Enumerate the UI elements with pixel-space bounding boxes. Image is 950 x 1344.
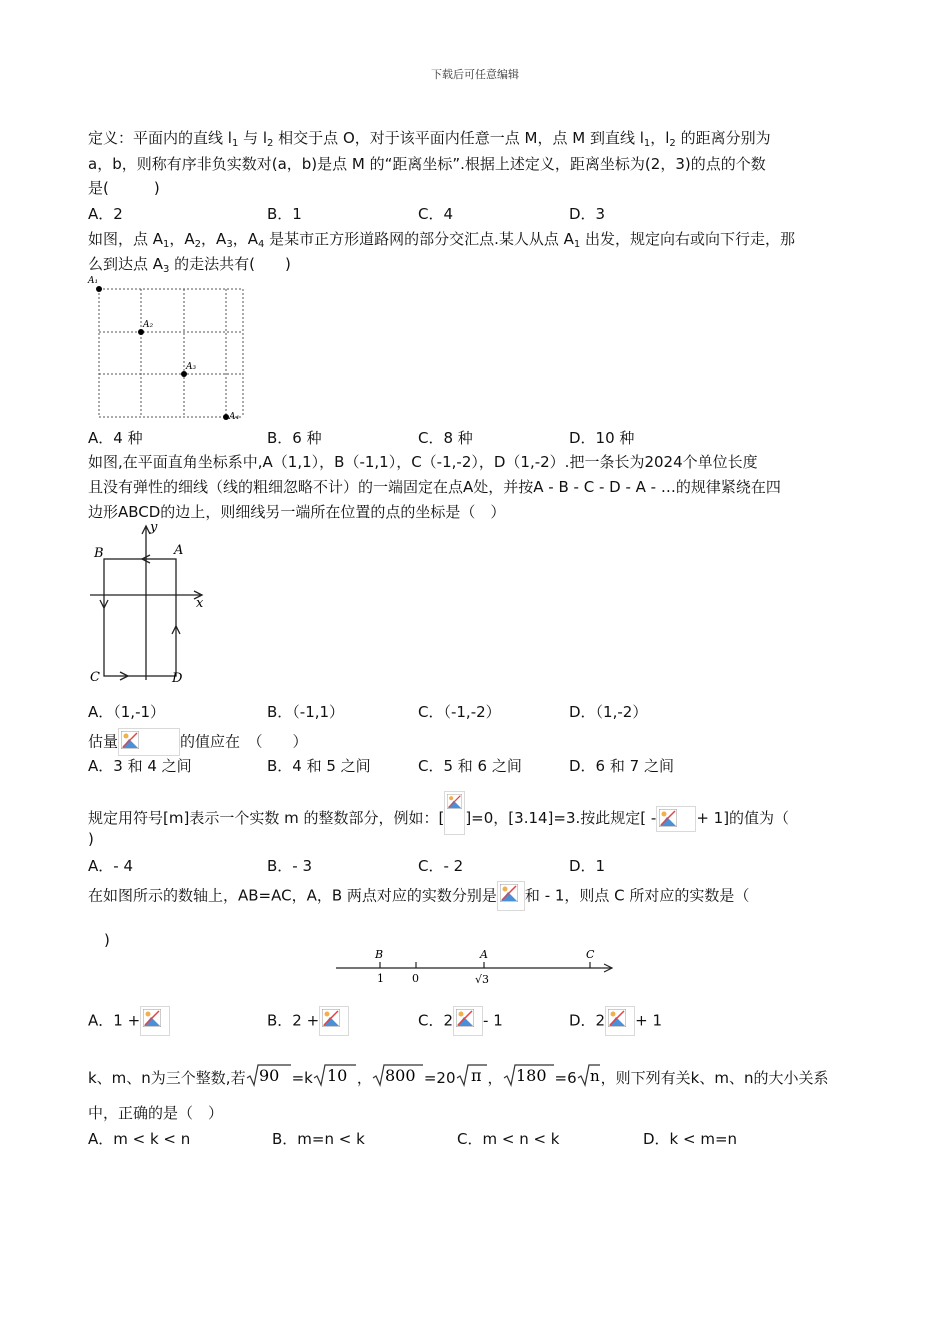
label-c: C bbox=[90, 670, 100, 685]
svg-text:n: n bbox=[589, 1067, 600, 1085]
missing-image-icon bbox=[118, 728, 180, 756]
q7-option-c: C．m < n < k bbox=[457, 1130, 560, 1148]
q4-option-d: D．6 和 7 之间 bbox=[569, 757, 674, 775]
q2-option-a: A．4 种 bbox=[88, 429, 143, 447]
page-header: 下载后可任意编辑 bbox=[431, 68, 519, 81]
q5-option-a: A．- 4 bbox=[88, 857, 133, 875]
tick-label-one: 1 bbox=[377, 972, 384, 985]
sqrt-pi bbox=[456, 1063, 488, 1087]
q7-line1: k、m、n为三个整数,若 90 =k 10 ， 800 =20 π ， 180 =6 n ，则下列有关k、m、n的大小关系 bbox=[88, 1063, 828, 1089]
q4-option-c: C．5 和 6 之间 bbox=[418, 757, 522, 775]
sqrt-10 bbox=[313, 1063, 357, 1087]
q3-option-a: A．（1,-1） bbox=[88, 703, 166, 721]
q4-option-a: A．3 和 4 之间 bbox=[88, 757, 192, 775]
label-a: A bbox=[174, 543, 184, 558]
q2-grid-figure bbox=[86, 272, 246, 424]
q6-line1: 在如图所示的数轴上，AB=AC，A，B 两点对应的实数分别是 和 - 1，则点 C 所对应的实数是（ bbox=[88, 881, 749, 911]
label-a3: A₃ bbox=[186, 362, 197, 372]
q2-line1: 如图，点 $A_1$，$A_2$，$A_3$，$A_4$ 是某市正方形道路网的部分交汇点.某人从点 $A_1$ 出发，规定向右或向下行走，那 bbox=[88, 230, 796, 250]
q6-option-b: B．2 + bbox=[267, 1006, 349, 1036]
q4-line: 估量 的值应在 （ ） bbox=[88, 728, 308, 756]
q5-option-b: B．- 3 bbox=[267, 857, 313, 875]
q7-option-a: A．m < k < n bbox=[88, 1130, 191, 1148]
label-x: x bbox=[196, 596, 204, 611]
q2-option-d: D．10 种 bbox=[569, 429, 635, 447]
svg-text:180: 180 bbox=[515, 1066, 547, 1085]
q2-option-b: B．6 种 bbox=[267, 429, 322, 447]
q3-line3: 边形ABCD的边上，则细线另一端所在位置的点的坐标是（ ） bbox=[88, 503, 506, 521]
missing-image-icon bbox=[497, 881, 525, 911]
q5-option-c: C．- 2 bbox=[418, 857, 464, 875]
sqrt-90 bbox=[246, 1063, 292, 1087]
label-y: y bbox=[150, 520, 158, 535]
q3-option-b: B．（-1,1） bbox=[267, 703, 345, 721]
missing-image-icon bbox=[319, 1006, 349, 1036]
missing-image-icon bbox=[444, 791, 465, 835]
q7-option-b: B．m=n < k bbox=[272, 1130, 365, 1148]
q6-option-d: D．2 + 1 bbox=[569, 1006, 662, 1036]
svg-text:800: 800 bbox=[384, 1066, 416, 1085]
q3-option-c: C．（-1,-2） bbox=[418, 703, 501, 721]
q1-line2: a，b，则称有序非负实数对(a，b)是点 M 的“距离坐标”.根据上述定义，距离坐标为(2，3)的点的个数 bbox=[88, 155, 766, 173]
svg-text:90: 90 bbox=[258, 1066, 279, 1085]
label-a2: A₂ bbox=[143, 320, 154, 330]
label-a1: A₁ bbox=[88, 276, 99, 286]
q3-line2: 且没有弹性的细线（线的粗细忽略不计）的一端固定在点A处，并按A - B - C - D - A - …的规律紧绕在四 bbox=[88, 478, 781, 496]
tick-label-zero: 0 bbox=[412, 972, 419, 985]
tick-label-root3: √3 bbox=[475, 973, 490, 986]
q1-line3: 是( ) bbox=[88, 179, 160, 197]
q7-line2: 中，正确的是（ ） bbox=[88, 1104, 224, 1122]
q7-option-d: D．k < m=n bbox=[643, 1130, 738, 1148]
svg-text:π: π bbox=[470, 1066, 482, 1085]
q2-option-c: C．8 种 bbox=[418, 429, 473, 447]
label-b: B bbox=[375, 948, 384, 961]
label-c: C bbox=[586, 948, 595, 961]
svg-text:10: 10 bbox=[326, 1066, 348, 1085]
q3-line1: 如图,在平面直角坐标系中,A（1,1），B（-1,1），C（-1,-2），D（1,-2）.把一条长为2024个单位长度 bbox=[88, 453, 758, 471]
q2-line2: 么到达点 $A_3$ 的走法共有( ) bbox=[88, 255, 291, 275]
q4-option-b: B．4 和 5 之间 bbox=[267, 757, 371, 775]
missing-image-icon bbox=[656, 806, 696, 832]
q6-number-line-figure bbox=[332, 944, 616, 986]
label-a4: A₄ bbox=[229, 412, 240, 422]
label-a: A bbox=[480, 948, 488, 961]
q3-option-d: D．（1,-2） bbox=[569, 703, 648, 721]
q1-line1: 定义：平面内的直线 $l_1$ 与 $l_2$ 相交于点 O，对于该平面内任意一点 M，点 M 到直线 $l_1$，$l_2$ 的距离分别为 bbox=[88, 129, 771, 149]
q1-option-b: B．1 bbox=[267, 205, 302, 223]
sqrt-n bbox=[577, 1063, 601, 1087]
q5-line2: ) bbox=[88, 830, 94, 848]
point-a1 bbox=[96, 286, 102, 292]
q5-option-d: D．1 bbox=[569, 857, 606, 875]
q6-option-c: C．2 - 1 bbox=[418, 1006, 503, 1036]
q5-line1: 规定用符号[m]表示一个实数 m 的整数部分，例如：[ ]=0，[3.14]=3.按此规定[ - + 1]的值为（ bbox=[88, 791, 789, 835]
q3-coordinate-figure bbox=[86, 520, 210, 688]
q1-option-d: D．3 bbox=[569, 205, 606, 223]
q6-option-a: A．1 + bbox=[88, 1006, 170, 1036]
q6-line2: ) bbox=[104, 931, 110, 949]
missing-image-icon bbox=[453, 1006, 483, 1036]
missing-image-icon bbox=[605, 1006, 635, 1036]
sqrt-180 bbox=[503, 1063, 555, 1087]
label-d: D bbox=[172, 671, 183, 686]
q1-option-c: C．4 bbox=[418, 205, 454, 223]
q1-option-a: A．2 bbox=[88, 205, 123, 223]
missing-image-icon bbox=[140, 1006, 170, 1036]
label-b: B bbox=[94, 546, 104, 561]
sqrt-800 bbox=[372, 1063, 424, 1087]
